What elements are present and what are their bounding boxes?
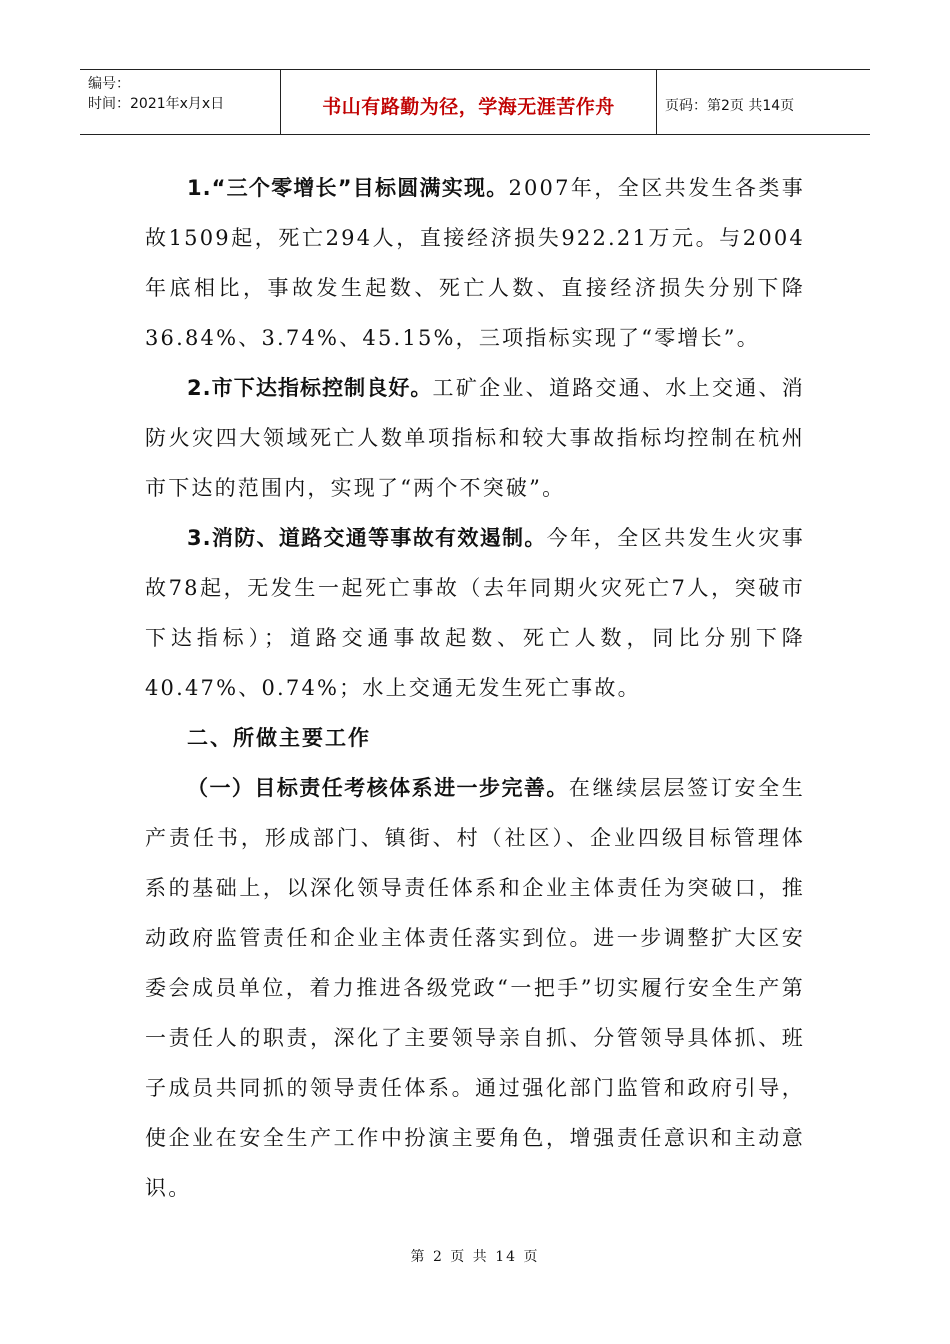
paragraph-text: 今年，全区共发生火灾事故78起，无发生一起死亡事故（去年同期火灾死亡7人，突破市下达指标）；道路交通事故起数、死亡人数，同比分别下降 40.47%、0.74%；水上交通无发生死亡事故。 [145, 526, 805, 700]
paragraph-zero-growth [145, 163, 805, 363]
serial-label: 编号： [88, 76, 130, 92]
paragraph-indicator-control [145, 363, 805, 513]
paragraph-lead: 3.消防、道路交通等事故有效遏制。 [187, 526, 547, 550]
header-middle-cell [281, 70, 657, 134]
page-footer: 第 2 页 共 14 页 [410, 1249, 540, 1265]
paragraph-lead: 2.市下达指标控制良好。 [187, 376, 433, 400]
section-heading: 二、所做主要工作 [187, 726, 371, 750]
paragraph-text: 工矿企业、道路交通、水上交通、消防火灾四大领域死亡人数单项指标和较大事故指标均控制在杭州市下达的范围内，实现了“两个不突破”。 [145, 376, 806, 500]
paragraph-lead: （一）目标责任考核体系进一步完善。 [187, 776, 569, 800]
document-body [145, 163, 805, 1213]
header-table [80, 69, 870, 135]
page-code: 页码：第2页 共14页 [665, 98, 795, 114]
paragraph-lead: 1.“三个零增长”目标圆满实现。 [187, 176, 509, 200]
paragraph-text: 2007年，全区共发生各类事故1509起，死亡294人，直接经济损失922.21万元。与2004年底相比，事故发生起数、死亡人数、直接经济损失分别下降36.84%、3.74%、45.15%，三项指标实现了“零增长”。 [145, 176, 805, 350]
header-motto: 书山有路勤为径，学海无涯苦作舟 [322, 96, 615, 118]
time-label: 时间：2021年x月x日 [88, 96, 225, 112]
header-right-cell [657, 70, 870, 134]
paragraph-text: 在继续层层签订安全生产责任书，形成部门、镇街、村（社区）、企业四级目标管理体系的基础上，以深化领导责任体系和企业主体责任为突破口，推动政府监管责任和企业主体责任落实到位。进一步调整扩大区安委会成员单位，着力推进各级党政“一把手”切实履行安全生产第一责任人的职责，深化了主要领导亲自抓、分管领导具体抓、班子成员共同抓的领导责任体系。通过强化部门监管和政府引导，使企业在安全生产工作中扮演主要角色，增强责任意识和主动意识。 [145, 776, 806, 1200]
paragraph-accident-control [145, 513, 805, 713]
header-left-cell [80, 70, 281, 134]
paragraph-responsibility-system [145, 763, 805, 1213]
